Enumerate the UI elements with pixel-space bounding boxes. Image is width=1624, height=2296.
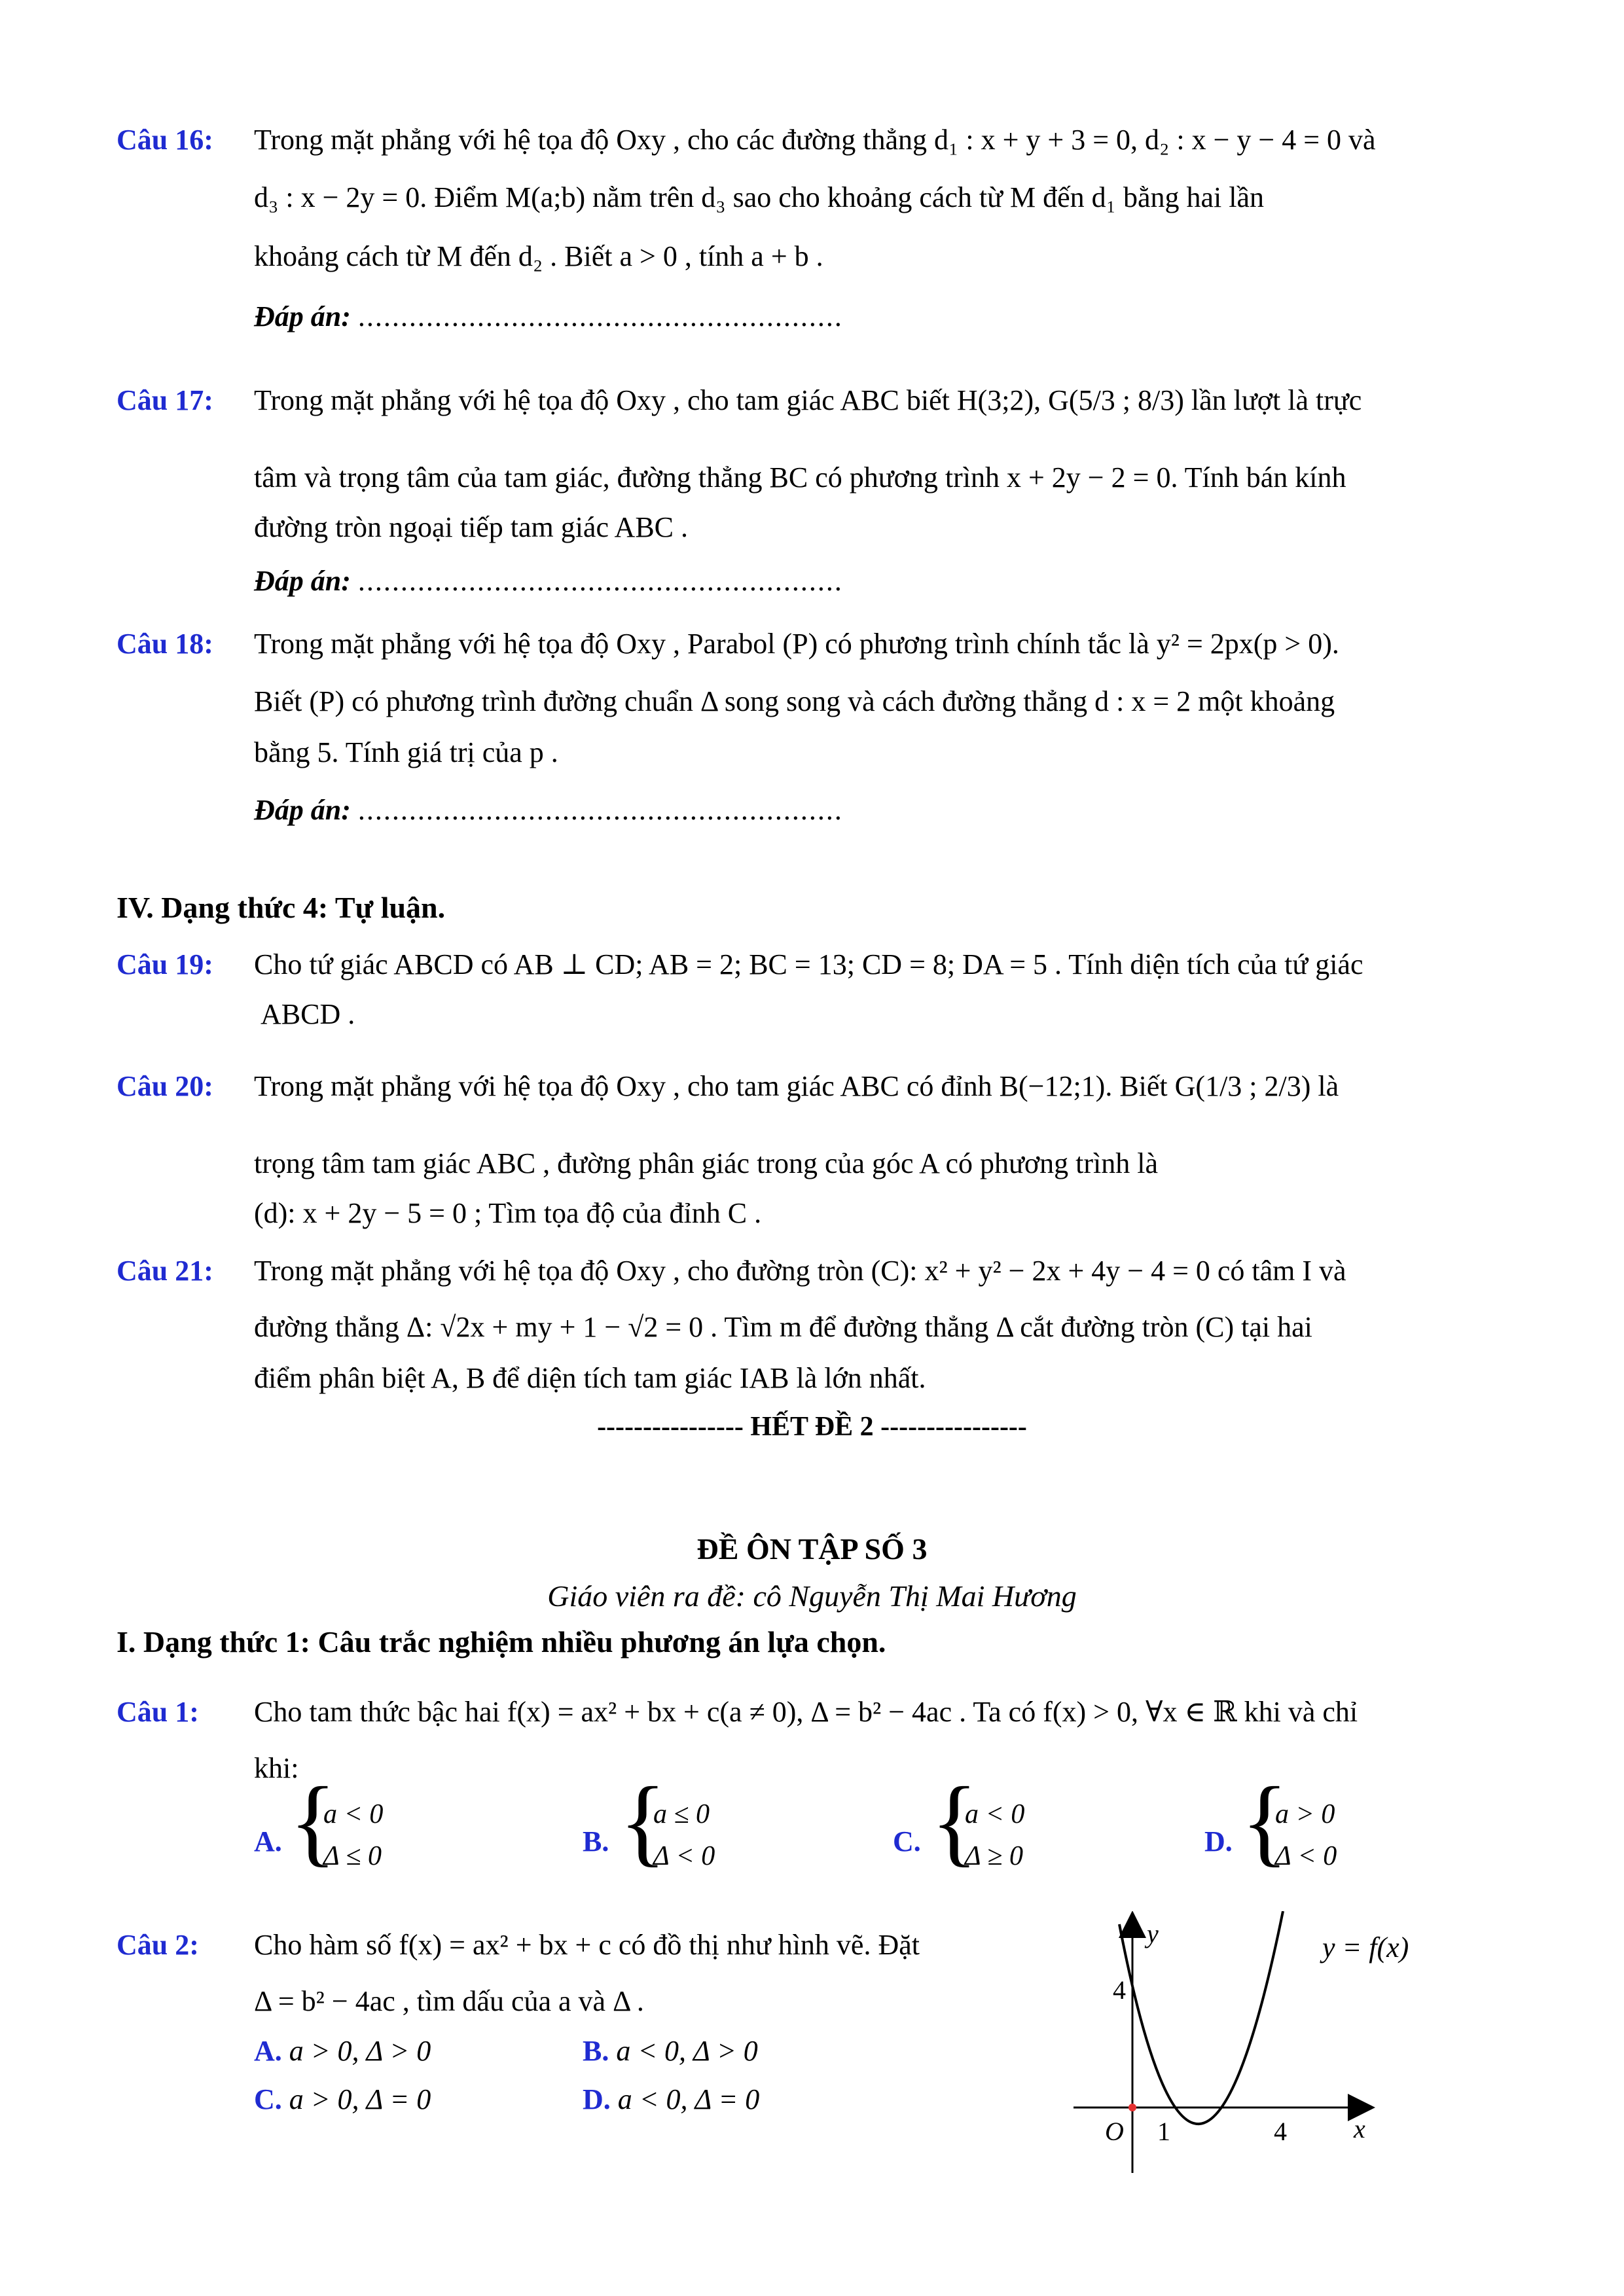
- question-2-option-d: [583, 2081, 759, 2118]
- option-top-condition: a ≤ 0: [653, 1799, 710, 1829]
- answer-label: Đáp án:: [254, 794, 351, 826]
- question-1-line-1: Cho tam thức bậc hai f(x) = ax² + bx + c(a ≠ 0), Δ = b² − 4ac . Ta có f(x) > 0, ∀x ∈ ℝ khi và chỉ: [254, 1696, 1358, 1728]
- end-of-exam-2: ---------------- HẾT ĐỀ 2 ----------------: [597, 1412, 1027, 1442]
- question-19-label: Câu 19:: [117, 948, 213, 980]
- question-2-label: Câu 2:: [117, 1929, 199, 1961]
- exam-3-title: ĐỀ ÔN TẬP SỐ 3: [696, 1532, 928, 1566]
- option-letter: B.: [583, 2035, 609, 2067]
- question-19-line-1: Cho tứ giác ABCD có AB ⊥ CD; AB = 2; BC = 13; CD = 8; DA = 5 . Tính diện tích của tứ giác: [254, 948, 1363, 980]
- question-20-line-1: Trong mặt phẳng với hệ tọa độ Oxy , cho tam giác ABC có đỉnh B(−12;1). Biết G(1/3 ; 2/3) là: [254, 1070, 1339, 1102]
- curly-brace-icon: {: [619, 1767, 666, 1876]
- option-text: a < 0, Δ > 0: [616, 2035, 758, 2067]
- option-text: a < 0, Δ = 0: [617, 2083, 760, 2115]
- option-top-condition: a < 0: [965, 1799, 1025, 1829]
- question-17-line-1: Trong mặt phẳng với hệ tọa độ Oxy , cho tam giác ABC biết H(3;2), G(5/3 ; 8/3) lần lượt là trực: [254, 384, 1362, 416]
- option-bottom-condition: Δ ≥ 0: [965, 1841, 1023, 1871]
- curly-brace-icon: {: [289, 1767, 336, 1876]
- option-letter: A.: [254, 1825, 282, 1857]
- question-18-line-2: Biết (P) có phương trình đường chuẩn Δ song song và cách đường thẳng d : x = 2 một khoảng: [254, 685, 1335, 717]
- option-letter: D.: [1204, 1825, 1233, 1857]
- x-axis-label: x: [1354, 2114, 1365, 2144]
- question-16-line-3: khoảng cách từ M đến d₂ . Biết a > 0 , tính a + b .: [254, 240, 823, 272]
- question-18-label: Câu 18:: [117, 628, 213, 660]
- question-2-line-2: Δ = b² − 4ac , tìm dấu của a và Δ .: [254, 1985, 644, 2017]
- y-tick-4: 4: [1113, 1975, 1126, 2005]
- option-bottom-condition: Δ < 0: [1275, 1841, 1337, 1871]
- option-letter: A.: [254, 2035, 282, 2067]
- question-19-line-2: ABCD .: [261, 998, 355, 1030]
- question-2-option-c: [254, 2081, 431, 2118]
- x-tick-1: 1: [1157, 2117, 1170, 2146]
- question-21-label: Câu 21:: [117, 1255, 213, 1287]
- question-21-line-3: điểm phân biệt A, B để diện tích tam giác IAB là lớn nhất.: [254, 1362, 926, 1394]
- question-18-line-1: Trong mặt phẳng với hệ tọa độ Oxy , Parabol (P) có phương trình chính tắc là y² = 2px(p > 0).: [254, 628, 1339, 660]
- answer-blank: .........................................................: [357, 565, 843, 597]
- question-17-answer: [254, 563, 843, 600]
- option-letter: B.: [583, 1825, 609, 1857]
- option-text: a > 0, Δ > 0: [289, 2035, 431, 2067]
- question-1-label: Câu 1:: [117, 1696, 199, 1728]
- question-21-line-1: Trong mặt phẳng với hệ tọa độ Oxy , cho đường tròn (C): x² + y² − 2x + 4y − 4 = 0 có tâm I và: [254, 1255, 1346, 1287]
- question-17-label: Câu 17:: [117, 384, 213, 416]
- question-16-answer: [254, 298, 843, 335]
- question-16-line-2: d₃ : x − 2y = 0. Điểm M(a;b) nằm trên d₃ sao cho khoảng cách từ M đến d₁ bằng hai lần: [254, 181, 1265, 213]
- curly-brace-icon: {: [1241, 1767, 1288, 1876]
- question-17-line-2: tâm và trọng tâm của tam giác, đường thẳng BC có phương trình x + 2y − 2 = 0. Tính bán kính: [254, 461, 1346, 493]
- option-top-condition: a > 0: [1275, 1799, 1335, 1829]
- question-1-line-2: khi:: [254, 1752, 299, 1784]
- question-16-label: Câu 16:: [117, 124, 213, 156]
- question-17-line-3: đường tròn ngoại tiếp tam giác ABC .: [254, 511, 689, 543]
- exam-3-teacher: Giáo viên ra đề: cô Nguyễn Thị Mai Hương: [547, 1579, 1077, 1613]
- answer-label: Đáp án:: [254, 565, 351, 597]
- origin-label: O: [1105, 2117, 1124, 2146]
- parabola-graph: [1047, 1911, 1519, 2186]
- question-20-line-2: trọng tâm tam giác ABC , đường phân giác trong của góc A có phương trình là: [254, 1147, 1158, 1179]
- answer-blank: .........................................................: [357, 794, 843, 826]
- option-letter: C.: [254, 2083, 282, 2115]
- answer-label: Đáp án:: [254, 300, 351, 332]
- question-18-answer: [254, 792, 843, 829]
- question-18-line-3: bằng 5. Tính giá trị của p .: [254, 736, 558, 768]
- answer-blank: .........................................................: [357, 300, 843, 332]
- question-21-line-2: đường thẳng Δ: √2x + my + 1 − √2 = 0 . Tìm m để đường thẳng Δ cắt đường tròn (C) tại hai: [254, 1311, 1312, 1343]
- curly-brace-icon: {: [931, 1767, 978, 1876]
- option-bottom-condition: Δ ≤ 0: [323, 1841, 382, 1871]
- origin-point: [1128, 2104, 1136, 2111]
- question-20-label: Câu 20:: [117, 1070, 213, 1102]
- option-letter: D.: [583, 2083, 611, 2115]
- question-2-option-b: [583, 2033, 758, 2070]
- section-1-heading: I. Dạng thức 1: Câu trắc nghiệm nhiều phương án lựa chọn.: [117, 1625, 886, 1659]
- question-16-line-1: Trong mặt phẳng với hệ tọa độ Oxy , cho các đường thẳng d₁ : x + y + 3 = 0, d₂ : x − y − 4 = 0 và: [254, 124, 1376, 156]
- x-tick-4: 4: [1274, 2117, 1287, 2146]
- option-text: a > 0, Δ = 0: [289, 2083, 431, 2115]
- curve-label: y = f(x): [1322, 1931, 1409, 1964]
- option-bottom-condition: Δ < 0: [653, 1841, 715, 1871]
- question-20-line-3: (d): x + 2y − 5 = 0 ; Tìm tọa độ của đỉnh C .: [254, 1197, 762, 1229]
- section-4-heading: IV. Dạng thức 4: Tự luận.: [117, 891, 446, 924]
- question-2-line-1: Cho hàm số f(x) = ax² + bx + c có đồ thị như hình vẽ. Đặt: [254, 1929, 920, 1961]
- parabola-curve: [1119, 1911, 1283, 2124]
- option-letter: C.: [893, 1825, 921, 1857]
- question-2-option-a: [254, 2033, 431, 2070]
- y-axis-label: y: [1147, 1919, 1159, 1948]
- option-top-condition: a < 0: [323, 1799, 384, 1829]
